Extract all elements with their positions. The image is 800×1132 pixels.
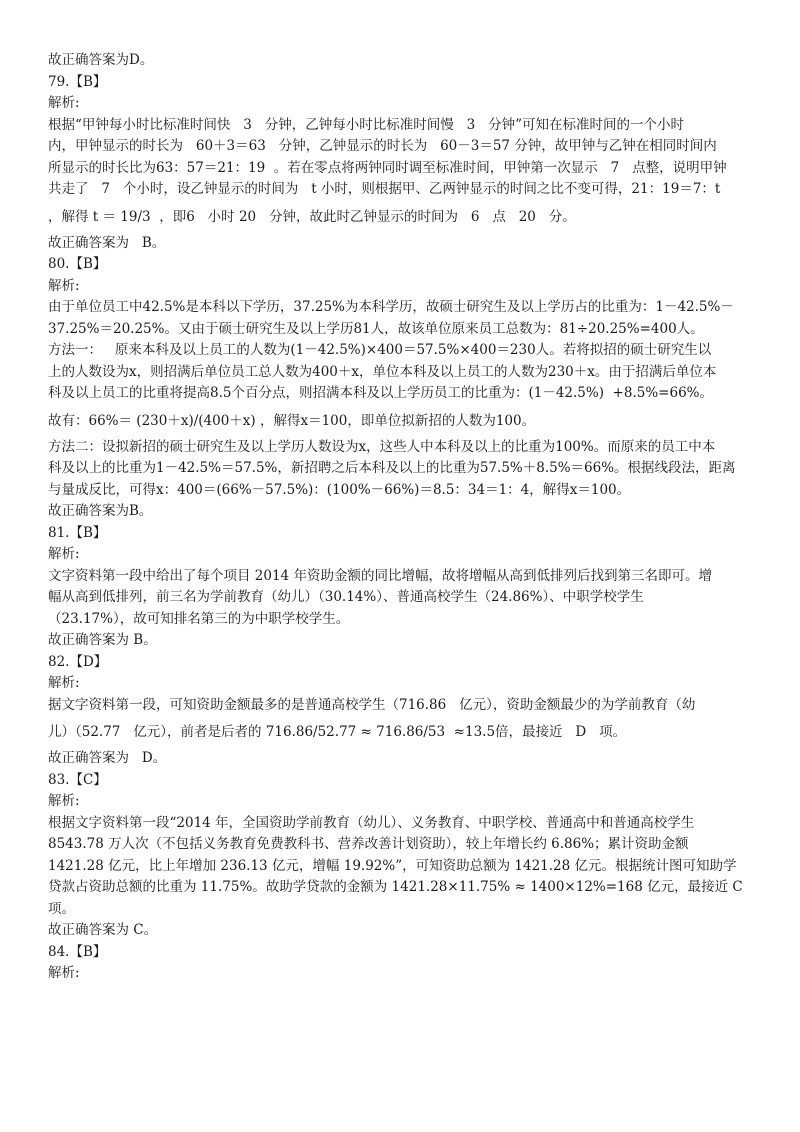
text-line: 根据文字资料第一段“2014 年，全国资助学前教育（幼儿）、义务教育、中职学校、普通高中和普通高校学生: [48, 814, 695, 831]
document-page: [48, 50, 760, 985]
text-line: 8543.78 万人次（不包括义务教育免费教科书、营养改善计划资助），较上年增长约 6.86%；累计资助金额: [48, 836, 689, 852]
text-line: 贷款占资助总额的比重为 11.75%。故助学贷款的金额为 1421.28×11.75% ≈ 1400×12%=168 亿元，最接近 C: [48, 879, 743, 895]
text-line: 解析:: [48, 277, 80, 294]
text-line: 所显示的时长比为63：57＝21：19 。若在零点将两钟同时调至标准时间，甲钟第一次显示 7 点整，说明甲钟: [48, 159, 727, 176]
text-line: 故正确答案为B。: [48, 503, 153, 519]
text-line: 据文字资料第一段，可知资助金额最多的是普通高校学生（716.86 亿元），资助金额最少的为学前教育（幼: [48, 696, 696, 713]
text-line: 项。: [48, 900, 75, 917]
text-line: ，解得 t ＝ 19/3 ，即6 小时 20 分钟，故此时乙钟显示的时间为 6 点 20 分。: [48, 208, 576, 225]
text-line: 文字资料第一段中给出了每个项目 2014 年资助金额的同比增幅，故将增幅从高到低排列后找到第三名即可。增: [48, 567, 712, 584]
text-line: 解析:: [48, 546, 80, 562]
text-line: 84.【B】: [48, 943, 107, 960]
text-line: 与量成反比，可得x：400＝(66%－57.5%)：(100%－66%)＝8.5：34＝1：4，解得x＝100。: [48, 481, 631, 498]
text-line: 解析:: [48, 965, 80, 981]
text-line: 方法一： 原来本科及以上员工的人数为(1－42.5%)×400＝57.5%×400＝230人。若将拟招的硕士研究生以: [48, 342, 712, 358]
text-line: 1421.28 亿元，比上年增加 236.13 亿元，增幅 19.92%”，可知资助总额为 1421.28 亿元。根据统计图可知助学: [48, 857, 737, 874]
text-line: 根据“甲钟每小时比标准时间快 3 分钟，乙钟每小时比标准时间慢 3 分钟”可知在标准时间的一个小时: [48, 116, 684, 133]
text-line: 82.【D】: [48, 653, 108, 670]
text-line: 方法二：设拟新招的硕士研究生及以上学历人数设为x，这些人中本科及以上的比重为100%。而原来的员工中本: [48, 438, 716, 455]
text-line: 79.【B】: [48, 73, 107, 90]
text-line: 科及以上员工的比重将提高8.5个百分点，则招满本科及以上学历员工的比重为：(1－42.5%) +8.5%=66%。: [48, 385, 713, 401]
text-line: 上的人数设为x，则招满后单位员工总人数为400＋x，单位本科及以上员工的人数为230＋x。由于招满后单位本: [48, 363, 717, 380]
text-line: 儿）（52.77 亿元），前者是后者的 716.86/52.77 ≈ 716.86/53 ≈13.5倍，最接近 D 项。: [48, 724, 627, 740]
text-line: 由于单位员工中42.5%是本科以下学历，37.25%为本科学历，故硕士研究生及以上学历占的比重为：1－42.5%－: [48, 299, 734, 315]
text-line: 故正确答案为 C。: [48, 922, 158, 938]
text-line: 故正确答案为 B。: [48, 234, 166, 251]
text-line: 37.25%＝20.25%。又由于硕士研究生及以上学历81人，故该单位原来员工总数为：81÷20.25%=400人。: [48, 320, 704, 337]
text-line: 解析:: [48, 793, 80, 809]
text-line: 解析:: [48, 675, 80, 691]
text-line: 故正确答案为 B。: [48, 632, 157, 648]
text-line: 故正确答案为 D。: [48, 750, 167, 766]
text-line: 科及以上的比重为1－42.5%＝57.5%，新招聘之后本科及以上的比重为57.5%＋8.5%＝66%。根据线段法，距离: [48, 460, 736, 476]
text-line: 故正确答案为D。: [48, 52, 154, 68]
text-line: 共走了 7 个小时，设乙钟显示的时间为 t 小时，则根据甲、乙两钟显示的时间之比不变可得，21：19＝7：t: [48, 181, 721, 197]
text-line: （23.17%），故可知排名第三的为中职学校学生。: [48, 610, 350, 627]
text-line: 解析:: [48, 95, 80, 111]
text-line: 故有：66%＝ (230＋x)/(400＋x) ，解得x＝100，即单位拟新招的人数为100。: [48, 412, 536, 429]
text-line: 81.【B】: [48, 524, 107, 541]
text-line: 80.【B】: [48, 256, 107, 272]
text-line: 内，甲钟显示的时长为 60＋3＝63 分钟，乙钟显示的时长为 60－3＝57 分钟，故甲钟与乙钟在相同时间内: [48, 138, 717, 154]
text-line: 幅从高到低排列，前三名为学前教育（幼儿）（30.14%）、普通高校学生（24.86%）、中职学校学生: [48, 589, 644, 605]
text-line: 83.【C】: [48, 771, 107, 788]
